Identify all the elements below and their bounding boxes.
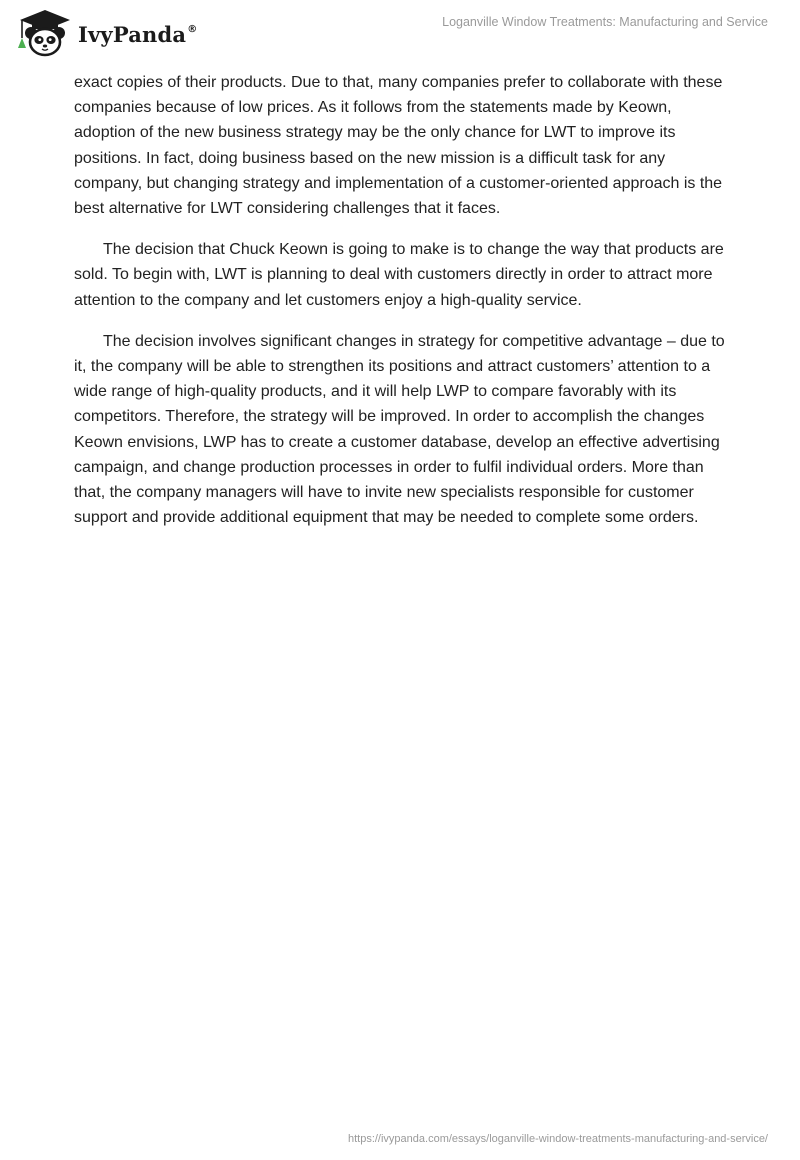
ivypanda-logo[interactable] bbox=[14, 8, 197, 58]
paragraph: The decision that Chuck Keown is going to make is to change the way that products are sold. To begin with, LWT is planning to deal with customers directly in order to attract more attention to the company and let customers enjoy a high-quality service. bbox=[74, 241, 724, 309]
source-url[interactable]: https://ivypanda.com/essays/loganville-window-treatments-manufacturing-and-service/ bbox=[347, 1133, 768, 1145]
registered-mark: ® bbox=[187, 23, 198, 35]
paragraph-continued: exact copies of their products. Due to that, many companies prefer to collaborate with these companies because of low prices. As it follows from the statements made by Keown, adoption of the new business strategy may be the only chance for LWT to improve its positions. In fact, doing business based on the new mission is a difficult task for any company, but changing strategy and implementation of a customer-oriented approach is the best alternative for LWT considering challenges that it faces. bbox=[74, 74, 723, 218]
essay-body bbox=[74, 70, 734, 546]
paragraph: The decision involves significant changes in strategy for competitive advantage – due to it, the company will be able to strengthen its positions and attract customers’ attention to a wide range of high-quality products, and it will help LWP to compare favorably with its competitors. Therefore, the strategy will be improved. In order to accomplish the changes Keown envisions, LWP has to create a customer database, develop an effective advertising campaign, and change production processes in order to fulfil individual orders. More than that, the company managers will have to invite new specialists responsible for customer support and provide additional equipment that may be needed to complete some orders. bbox=[74, 332, 725, 527]
document-title: Loganville Window Treatments: Manufacturing and Service bbox=[442, 15, 768, 29]
brand-name: IvyPanda® bbox=[78, 21, 198, 47]
panda-graduate-icon bbox=[14, 8, 72, 58]
page-header bbox=[0, 0, 800, 60]
